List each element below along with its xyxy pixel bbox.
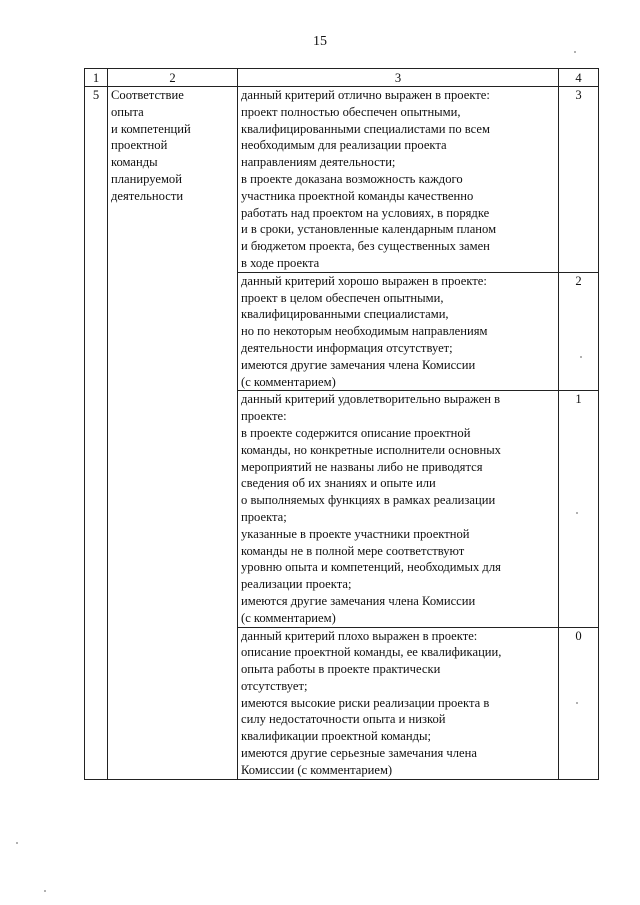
criterion-line: опыта — [111, 104, 144, 119]
description-line: опыта работы в проекте практически — [241, 662, 441, 677]
criterion-line: и компетенций — [111, 121, 191, 136]
scan-speck — [44, 890, 46, 892]
score: 2 — [559, 272, 599, 391]
description-line: деятельности информация отсутствует; — [241, 340, 453, 355]
score: 0 — [559, 627, 599, 779]
scan-speck — [16, 842, 18, 844]
description-line: проекте: — [241, 409, 287, 424]
score: 3 — [559, 87, 599, 273]
criterion-line: Соответствие — [111, 88, 184, 102]
description-line: указанные в проекте участники проектной — [241, 526, 470, 541]
description-line: в ходе проекта — [241, 255, 320, 270]
description-line: Комиссии (с комментарием) — [241, 762, 393, 777]
description-line: работать над проектом на условиях, в порядке — [241, 205, 490, 220]
description-line: команды не в полной мере соответствуют — [241, 543, 465, 558]
scan-speck — [574, 51, 576, 53]
description-line: описание проектной команды, ее квалификации, — [241, 645, 502, 660]
description-line: квалифицированными специалистами, — [241, 307, 449, 322]
description-line: и бюджетом проекта, без существенных замен — [241, 239, 490, 254]
description-line: проект полностью обеспечен опытными, — [241, 104, 461, 119]
criterion-line: команды — [111, 155, 158, 170]
description-line: в проекте доказана возможность каждого — [241, 171, 463, 186]
description-line: данный критерий плохо выражен в проекте: — [241, 628, 478, 643]
level-description — [238, 391, 559, 627]
header-cell-3: 3 — [238, 69, 559, 87]
description-line: уровню опыта и компетенций, необходимых для — [241, 560, 501, 575]
description-line: о выполняемых функциях в рамках реализации — [241, 493, 496, 508]
header-cell-4: 4 — [559, 69, 599, 87]
level-row-excellent — [85, 87, 599, 273]
description-line: реализации проекта; — [241, 577, 352, 592]
description-line: проект в целом обеспечен опытными, — [241, 290, 444, 305]
description-line: в проекте содержится описание проектной — [241, 425, 471, 440]
description-line: сведения об их знаниях и опыте или — [241, 476, 436, 491]
description-line: имеются другие серьезные замечания члена — [241, 746, 477, 761]
description-line: данный критерий хорошо выражен в проекте: — [241, 273, 487, 288]
criterion-line: планируемой — [111, 171, 182, 186]
criterion-name — [108, 87, 238, 780]
description-line: отсутствует; — [241, 678, 308, 693]
description-line: имеются другие замечания члена Комиссии — [241, 357, 476, 372]
description-line: участника проектной команды качественно — [241, 188, 474, 203]
header-row — [85, 69, 599, 87]
description-line: данный критерий отлично выражен в проекте: — [241, 88, 490, 102]
scan-speck — [576, 702, 578, 704]
description-line: команды, но конкретные исполнители основных — [241, 442, 501, 457]
description-line: и в сроки, установленные календарным планом — [241, 222, 497, 237]
description-line: имеются высокие риски реализации проекта в — [241, 695, 490, 710]
description-line: (с комментарием) — [241, 374, 336, 389]
header-cell-2: 2 — [108, 69, 238, 87]
description-line: (с комментарием) — [241, 610, 336, 625]
level-description — [238, 627, 559, 779]
page-number: 15 — [313, 34, 327, 49]
criterion-line: проектной — [111, 138, 168, 153]
description-line: необходимым для реализации проекта — [241, 138, 447, 153]
criterion-line: деятельности — [111, 188, 184, 203]
scan-speck — [576, 512, 578, 514]
criteria-table — [84, 68, 599, 780]
scan-speck — [580, 356, 582, 358]
description-line: квалификации проектной команды; — [241, 729, 431, 744]
description-line: но по некоторым необходимым направлениям — [241, 324, 488, 339]
row-number: 5 — [85, 87, 108, 780]
description-line: силу недостаточности опыта и низкой — [241, 712, 446, 727]
description-line: данный критерий удовлетворительно выражен в — [241, 392, 501, 407]
level-description — [238, 87, 559, 273]
description-line: мероприятий не названы либо не приводятся — [241, 459, 483, 474]
description-line: имеются другие замечания члена Комиссии — [241, 593, 476, 608]
description-line: направлениям деятельности; — [241, 155, 396, 170]
level-description — [238, 272, 559, 391]
description-line: квалифицированными специалистами по всем — [241, 121, 490, 136]
score: 1 — [559, 391, 599, 627]
description-line: проекта; — [241, 509, 287, 524]
header-cell-1: 1 — [85, 69, 108, 87]
